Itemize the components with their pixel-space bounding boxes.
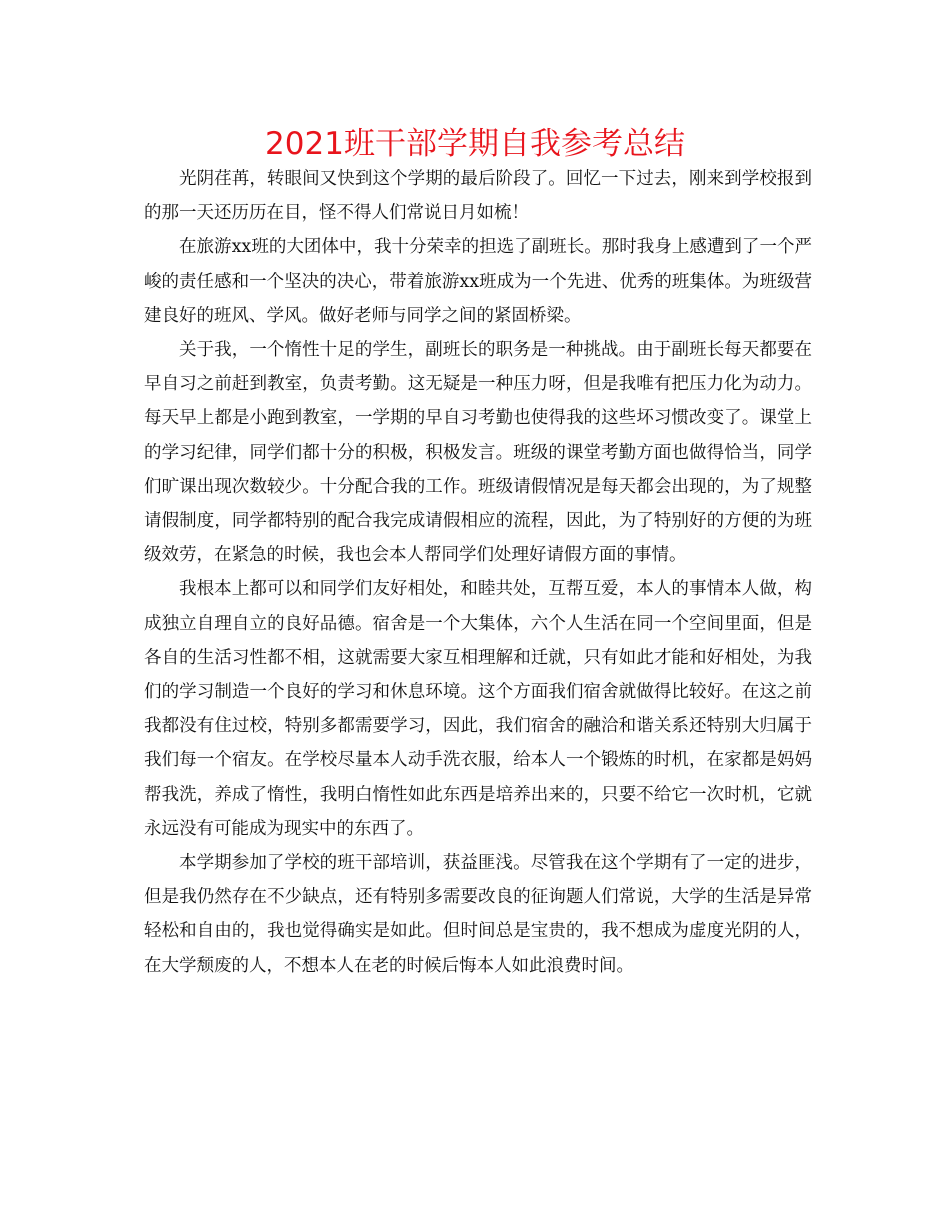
paragraph-4: 我根本上都可以和同学们友好相处，和睦共处，互帮互爱，本人的事情本人做，构成独立自理自立的良好品德。宿舍是一个大集体，六个人生活在同一个空间里面，但是各自的生活习性都不相，这就需要大家互相理解和迁就，只有如此才能和好相处，为我们的学习制造一个良好的学习和休息环境。这个方面我们宿舍就做得比较好。在这之前我都没有住过校，特别多都需要学习，因此，我们宿舍的融洽和谐关系还特别大归属于我们每一个宿友。在学校尽量本人动手洗衣服，给本人一个锻炼的时机，在家都是妈妈帮我洗，养成了惰性，我明白惰性如此东西是培养出来的，只要不给它一次时机，它就永远没有可能成为现实中的东西了。 [144, 579, 812, 839]
document-body [144, 162, 812, 983]
paragraph-1: 光阴荏苒，转眼间又快到这个学期的最后阶段了。回忆一下过去，刚来到学校报到的那一天还历历在目，怪不得人们常说日月如梳！ [144, 169, 812, 224]
paragraph-3: 关于我，一个惰性十足的学生，副班长的职务是一种挑战。由于副班长每天都要在早自习之前赶到教室，负责考勤。这无疑是一种压力呀，但是我唯有把压力化为动力。每天早上都是小跑到教室，一学期的早自习考勤也使得我的这些坏习惯改变了。课堂上的学习纪律，同学们都十分的积极，积极发言。班级的课堂考勤方面也做得恰当，同学们旷课出现次数较少。十分配合我的工作。班级请假情况是每天都会出现的，为了规整请假制度，同学都特别的配合我完成请假相应的流程，因此，为了特别好的方便的为班级效劳，在紧急的时候，我也会本人帮同学们处理好请假方面的事情。 [144, 340, 812, 566]
paragraph-2: 在旅游xx班的大团体中，我十分荣幸的担选了副班长。那时我身上感遭到了一个严峻的责任感和一个坚决的决心，带着旅游xx班成为一个先进、优秀的班集体。为班级营建良好的班风、学风。做好老师与同学之间的紧固桥梁。 [144, 237, 812, 326]
document-title: 2021班干部学期自我参考总结 [265, 126, 685, 162]
paragraph-5: 本学期参加了学校的班干部培训，获益匪浅。尽管我在这个学期有了一定的进步，但是我仍然存在不少缺点，还有特别多需要改良的征询题人们常说，大学的生活是异常轻松和自由的，我也觉得确实是如此。但时间总是宝贵的，我不想成为虚度光阴的人，在大学颓废的人，不想本人在老的时候后悔本人如此浪费时间。 [144, 853, 812, 976]
